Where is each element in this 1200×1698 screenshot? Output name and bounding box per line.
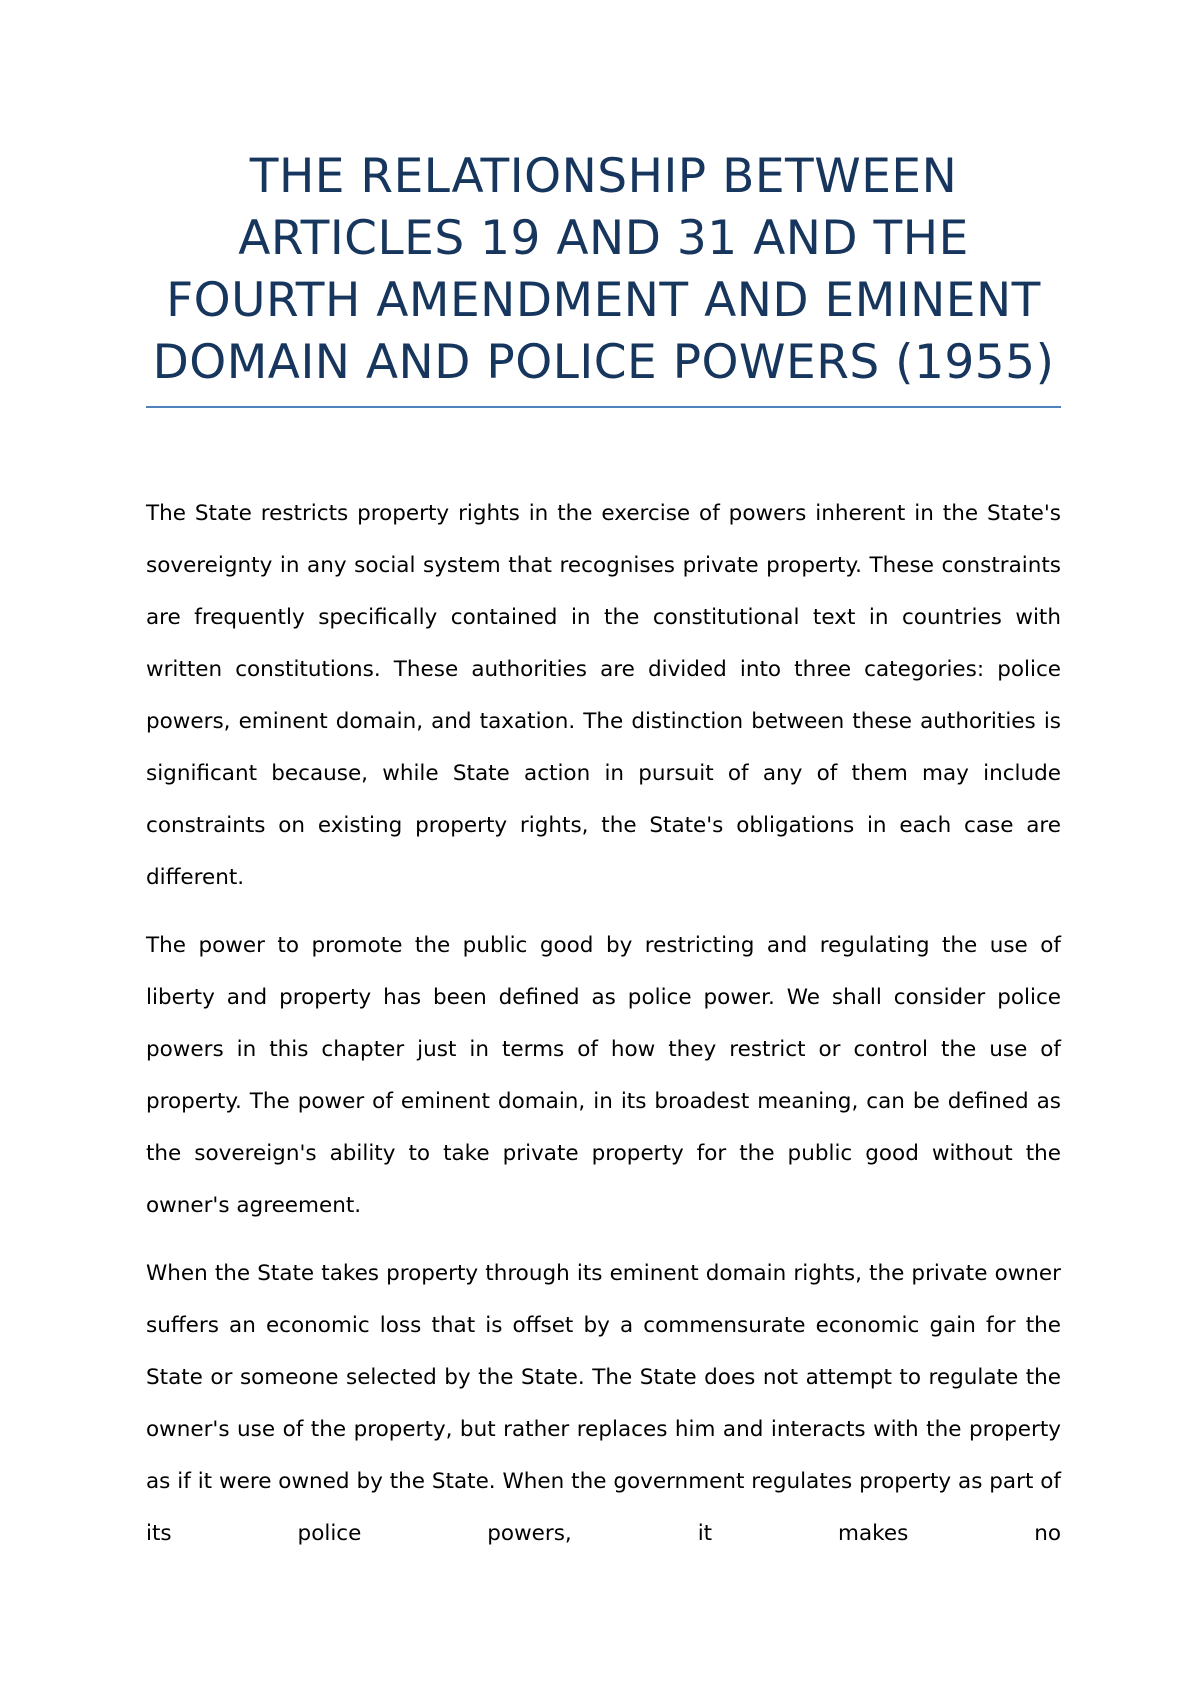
paragraph: The power to promote the public good by restricting and regulating the use of liberty and property has been defined as police power. We shall consider police powers in this chapter just in terms of how they restrict or control the use of property. The power of eminent domain, in its broadest meaning, can be defined as the sovereign's ability to take private property for the public good without the owner's agreement. bbox=[146, 933, 1061, 1218]
paragraph: The State restricts property rights in the exercise of powers inherent in the State's sovereignty in any social system that recognises private property. These constraints are frequently specifically contained in the constitutional text in countries with written constitutions. These authorities are divided into three categories: police powers, eminent domain, and taxation. The distinction between these authorities is significant because, while State action in pursuit of any of them may include constraints on existing property rights, the State's obligations in each case are different. bbox=[146, 501, 1061, 890]
title-divider bbox=[146, 406, 1061, 408]
paragraph: When the State takes property through its eminent domain rights, the private owner suffers an economic loss that is offset by a commensurate economic gain for the State or someone selected by the State. The State does not attempt to regulate the owner's use of the property, but rather replaces him and interacts with the property as if it were owned by the State. When the government regulates property as part of its police powers, it makes no bbox=[146, 1261, 1061, 1546]
document-title: THE RELATIONSHIP BETWEEN ARTICLES 19 AND 31 AND THE FOURTH AMENDMENT AND EMINENT DOMAIN AND POLICE POWERS (1955) bbox=[152, 149, 1055, 390]
document-body bbox=[146, 488, 1061, 1576]
title-block bbox=[146, 146, 1061, 408]
